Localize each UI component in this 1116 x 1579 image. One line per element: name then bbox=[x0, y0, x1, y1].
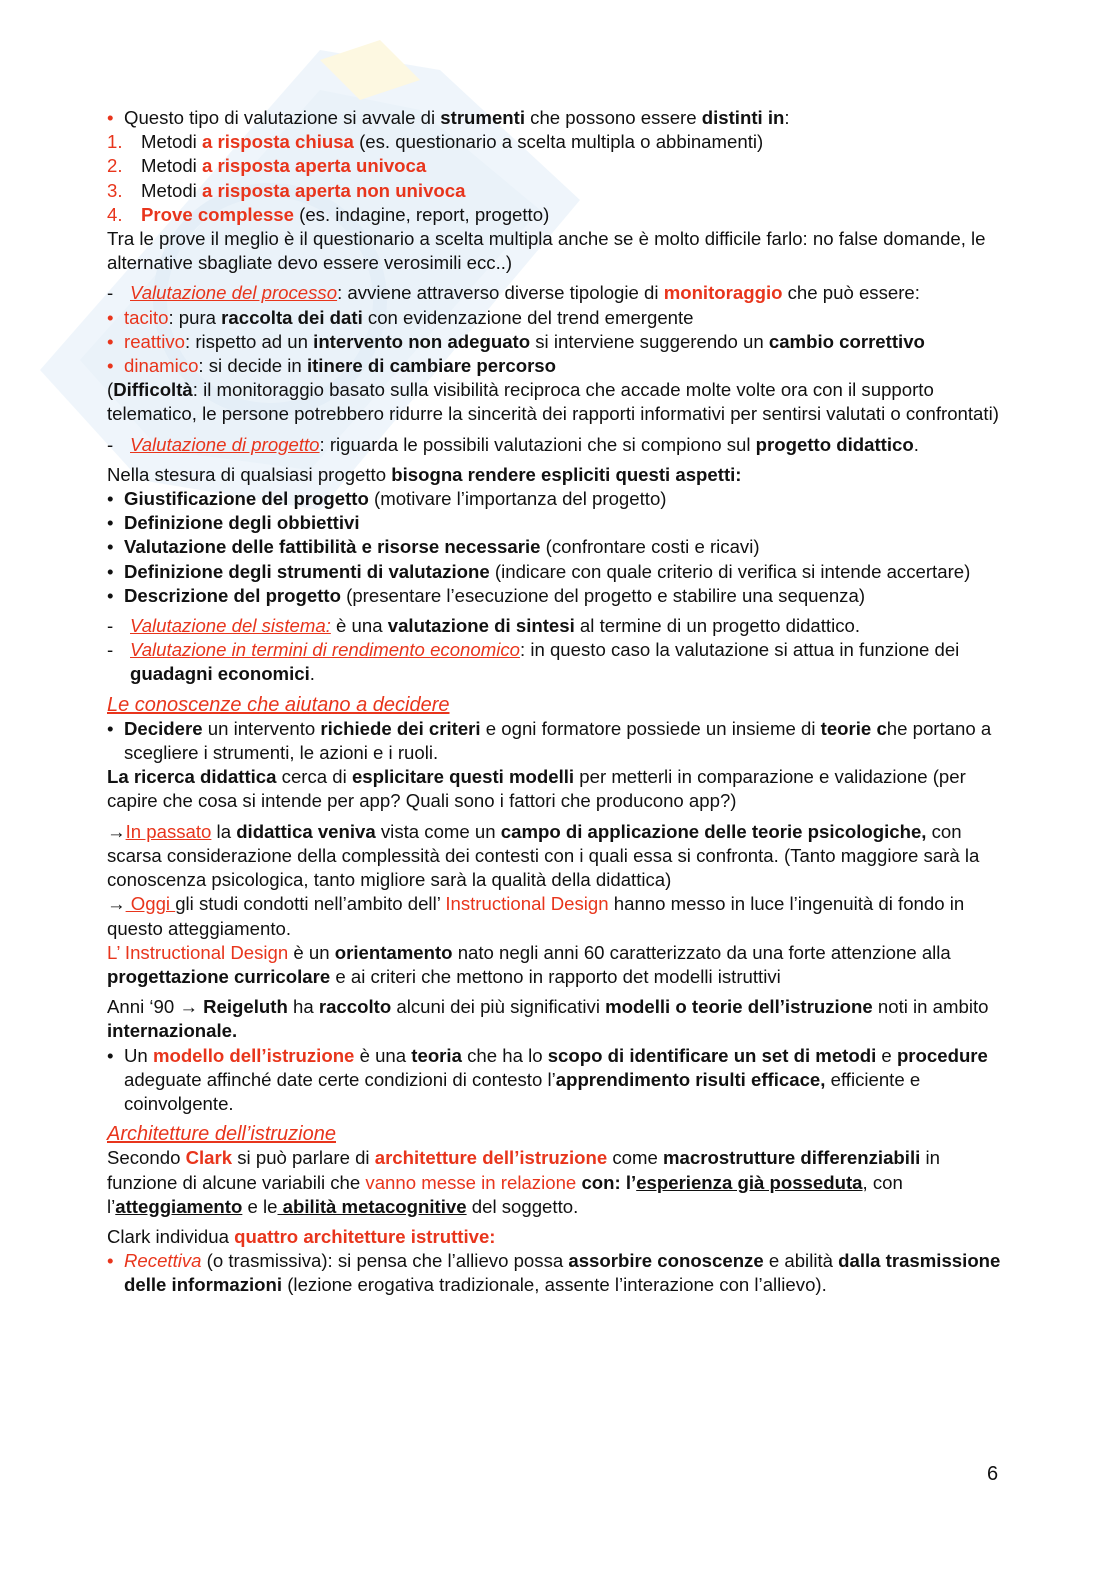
text: a risposta chiusa bbox=[201, 131, 354, 153]
text: la bbox=[211, 820, 237, 842]
text: Metodi bbox=[141, 155, 202, 177]
section-heading bbox=[107, 693, 1007, 717]
text: Oggi bbox=[125, 893, 176, 915]
bullet-icon: • bbox=[107, 330, 114, 352]
text: Clark bbox=[185, 1147, 233, 1169]
text: è una bbox=[354, 1044, 412, 1066]
text: Decidere bbox=[124, 717, 203, 739]
oggi-paragraph bbox=[107, 892, 1007, 940]
text: dinamico bbox=[124, 355, 199, 377]
text: Valutazione del sistema: bbox=[130, 615, 331, 637]
text: ( bbox=[107, 379, 114, 401]
text: teoria bbox=[411, 1044, 462, 1066]
text: Nella stesura di qualsiasi progetto bbox=[107, 463, 392, 485]
text: e ai criteri che mettono in rapporto det modelli istruttivi bbox=[330, 965, 781, 987]
text: In passato bbox=[125, 820, 212, 842]
bullet-icon: • bbox=[107, 560, 114, 582]
text: tacito bbox=[124, 306, 169, 328]
text: richiede dei criteri bbox=[320, 717, 481, 739]
text: e le bbox=[242, 1195, 278, 1217]
dash-marker: - bbox=[107, 433, 114, 455]
text: orientamento bbox=[334, 941, 453, 963]
text: con scarsa considerazione della complessità dei contesti con i quali essa si confronta. (Tanto maggiore sarà la conoscenza psicologica, tanto migliore sarà la qualità della didattica) bbox=[107, 820, 980, 891]
ricerca-paragraph bbox=[107, 765, 1007, 813]
text: cerca di bbox=[276, 766, 352, 788]
bullet-icon: • bbox=[107, 306, 114, 328]
text: al termine di un progetto didattico. bbox=[574, 615, 861, 637]
text: internazionale. bbox=[107, 1020, 238, 1042]
monitoraggio-reattivo bbox=[107, 330, 1007, 354]
valutazione-processo-item bbox=[107, 281, 1007, 305]
passato-paragraph bbox=[107, 820, 1007, 893]
text: in funzione di alcune variabili che bbox=[107, 1147, 940, 1193]
text: ha bbox=[287, 996, 319, 1018]
bullet-icon: • bbox=[107, 1250, 114, 1272]
dash-marker: - bbox=[107, 615, 114, 637]
tra-le-prove-paragraph: Tra le prove il meglio è il questionario a scelta multipla anche se è molto difficile farlo: no false domande, le alternative sbagliate devo essere verosimili ecc..) bbox=[107, 228, 986, 274]
text: La ricerca didattica bbox=[107, 766, 277, 788]
text: Valutazione di progetto bbox=[130, 433, 320, 455]
method-item bbox=[107, 179, 1007, 203]
bullet-icon: • bbox=[107, 512, 114, 534]
document-page bbox=[107, 106, 1007, 1298]
text: dalla trasmissione delle informazioni bbox=[124, 1250, 1001, 1296]
text: Difficoltà bbox=[113, 379, 193, 401]
bullet-icon: • bbox=[107, 584, 114, 606]
text: valutazione di sintesi bbox=[387, 615, 575, 637]
arrow-icon: → bbox=[107, 820, 126, 842]
text: alcuni dei più significativi bbox=[391, 996, 606, 1018]
text: (confrontare costi e ricavi) bbox=[540, 536, 760, 558]
bullet-icon: • bbox=[107, 536, 114, 558]
aspetto-item bbox=[107, 487, 1007, 511]
instructional-design-paragraph bbox=[107, 941, 1007, 989]
text: L’ Instructional Design bbox=[107, 941, 289, 963]
text: (es. indagine, report, progetto) bbox=[293, 203, 550, 225]
text: . bbox=[913, 433, 919, 455]
text: come bbox=[607, 1147, 664, 1169]
text: Recettiva bbox=[124, 1250, 202, 1272]
text: strumenti bbox=[440, 107, 525, 128]
text: (motivare l’importanza del progetto) bbox=[368, 488, 667, 510]
text: vista come un bbox=[375, 820, 501, 842]
text: : in questo caso la valutazione si attua in funzione dei bbox=[520, 639, 960, 661]
text: vanno messe in relazione bbox=[365, 1171, 577, 1193]
text: è una bbox=[330, 615, 388, 637]
text: modello dell’istruzione bbox=[152, 1044, 355, 1066]
text: : pura bbox=[168, 306, 222, 328]
arrow-icon: → bbox=[107, 893, 126, 915]
text: del soggetto. bbox=[466, 1195, 579, 1217]
text: e abilità bbox=[763, 1250, 839, 1272]
bullet-icon: • bbox=[107, 717, 114, 739]
text: . bbox=[309, 663, 315, 685]
item-number: 3. bbox=[107, 179, 123, 201]
text: efficiente e coinvolgente. bbox=[124, 1068, 921, 1114]
text: con: l’ bbox=[581, 1171, 637, 1193]
text: (es. questionario a scelta multipla o abbinamenti) bbox=[353, 131, 764, 153]
section-heading bbox=[107, 1122, 1007, 1146]
aspetto-item bbox=[107, 560, 1007, 584]
text: Clark individua bbox=[107, 1225, 235, 1247]
text: didattica veniva bbox=[236, 820, 376, 842]
text: Definizione degli obbiettivi bbox=[124, 512, 360, 534]
text: Questo tipo di valutazione si avvale di bbox=[124, 107, 441, 128]
text: : avviene attraverso diverse tipologie di bbox=[337, 282, 664, 304]
difficolta-paragraph bbox=[107, 378, 1007, 426]
text: raccolto bbox=[318, 996, 392, 1018]
text: distinti in bbox=[701, 107, 785, 128]
bullet-icon: • bbox=[107, 355, 114, 377]
text: Giustificazione del progetto bbox=[124, 488, 369, 510]
valutazione-progetto-item bbox=[107, 433, 1007, 457]
dash-marker: - bbox=[107, 639, 114, 661]
text: esperienza già posseduta bbox=[636, 1171, 863, 1193]
text: (presentare l’esecuzione del progetto e stabilire una sequenza) bbox=[340, 584, 866, 606]
valutazione-rendimento-item bbox=[107, 638, 1007, 686]
aspetto-item bbox=[107, 584, 1007, 608]
bullet-icon: • bbox=[107, 1044, 114, 1066]
text: che possono essere bbox=[525, 107, 702, 128]
text: cambio correttivo bbox=[768, 330, 925, 352]
anni90-paragraph bbox=[107, 995, 1007, 1043]
text: intervento non adeguato bbox=[313, 330, 531, 352]
text: Prove complesse bbox=[141, 203, 294, 225]
valutazione-sistema-item bbox=[107, 614, 1007, 638]
heading-text: Architetture dell’istruzione bbox=[107, 1123, 336, 1146]
text: guadagni economici bbox=[130, 663, 310, 685]
recettiva-bullet bbox=[107, 1249, 1007, 1297]
text: Anni ‘90 → bbox=[107, 996, 204, 1018]
text: Descrizione del progetto bbox=[124, 584, 341, 606]
text: (indicare con quale criterio di verifica si intende accertare) bbox=[489, 560, 971, 582]
text: per metterli in comparazione e validazione (per capire che cosa si intende per app? Quali sono i fattori che producono app?) bbox=[107, 766, 966, 812]
text: modelli o teorie dell’istruzione bbox=[605, 996, 873, 1018]
stesura-paragraph bbox=[107, 463, 1007, 487]
text: procedure bbox=[896, 1044, 988, 1066]
text: e ogni formatore possiede un insieme di bbox=[480, 717, 821, 739]
text: con evidenzazione del trend emergente bbox=[362, 306, 694, 328]
text: si può parlare di bbox=[232, 1147, 375, 1169]
text: Un bbox=[124, 1044, 153, 1066]
text: : riguarda le possibili valutazioni che si compiono sul bbox=[319, 433, 756, 455]
clark-individua-paragraph bbox=[107, 1225, 1007, 1249]
heading-text: Le conoscenze che aiutano a decidere bbox=[107, 693, 450, 716]
text: itinere di cambiare percorso bbox=[306, 355, 556, 377]
text: che ha lo bbox=[461, 1044, 548, 1066]
secondo-clark-paragraph bbox=[107, 1146, 1007, 1219]
text: scopo di identificare un set di metodi bbox=[547, 1044, 877, 1066]
text: , con l’ bbox=[107, 1171, 903, 1217]
text: macrostrutture differenziabili bbox=[663, 1147, 921, 1169]
text: campo di applicazione delle teorie psicologiche, bbox=[500, 820, 927, 842]
text: e bbox=[876, 1044, 897, 1066]
dash-marker: - bbox=[107, 282, 114, 304]
text: : il monitoraggio basato sulla visibilità reciproca che accade molte volte ora con il supporto telematico, le persone potrebbero ridurre la sincerità dei rapporti informativi per sentirsi valutati o confrontati) bbox=[107, 379, 999, 425]
text: (lezione erogativa tradizionale, assente l’interazione con l’allievo). bbox=[282, 1274, 827, 1296]
method-item bbox=[107, 154, 1007, 178]
item-number: 4. bbox=[107, 203, 123, 225]
aspetto-item bbox=[107, 535, 1007, 559]
text: progettazione curricolare bbox=[107, 965, 331, 987]
monitoraggio-dinamico bbox=[107, 354, 1007, 378]
item-number: 1. bbox=[107, 131, 123, 153]
intro-paragraph bbox=[107, 106, 1007, 130]
text: a risposta aperta non univoca bbox=[201, 179, 466, 201]
text: apprendimento risulti efficace, bbox=[555, 1068, 826, 1090]
bullet-icon: • bbox=[107, 107, 114, 128]
text: hanno messo in luce l’ingenuità di fondo in questo atteggiamento. bbox=[107, 893, 965, 939]
text: raccolta dei dati bbox=[221, 306, 363, 328]
text: atteggiamento bbox=[115, 1195, 243, 1217]
method-item bbox=[107, 203, 1007, 227]
text: Valutazione del processo bbox=[130, 282, 338, 304]
text: teorie c bbox=[820, 717, 887, 739]
text: : si decide in bbox=[198, 355, 307, 377]
text: monitoraggio bbox=[663, 282, 783, 304]
text: noti in ambito bbox=[872, 996, 989, 1018]
text: che può essere: bbox=[782, 282, 920, 304]
page-number: 6 bbox=[987, 1463, 999, 1485]
text: bisogna rendere espliciti questi aspetti: bbox=[391, 463, 742, 485]
text: abilità metacognitive bbox=[277, 1195, 467, 1217]
text: Metodi bbox=[141, 179, 202, 201]
text: adeguate affinché date certe condizioni di contesto l’ bbox=[124, 1068, 556, 1090]
text: Definizione degli strumenti di valutazione bbox=[124, 560, 490, 582]
item-number: 2. bbox=[107, 155, 123, 177]
text: un intervento bbox=[202, 717, 321, 739]
aspetto-item bbox=[107, 511, 1007, 535]
text: quattro architetture istruttive: bbox=[234, 1225, 496, 1247]
text: gli studi condotti nell’ambito dell’ bbox=[175, 893, 446, 915]
text: Valutazione delle fattibilità e risorse necessarie bbox=[124, 536, 541, 558]
text: è un bbox=[288, 941, 335, 963]
text: architetture dell’istruzione bbox=[374, 1147, 608, 1169]
text: Valutazione in termini di rendimento economico bbox=[130, 639, 520, 661]
decidere-bullet bbox=[107, 717, 1007, 765]
text: a risposta aperta univoca bbox=[201, 155, 427, 177]
modello-bullet bbox=[107, 1044, 1007, 1117]
monitoraggio-tacito bbox=[107, 306, 1007, 330]
text: Reigeluth bbox=[203, 996, 288, 1018]
text: (o trasmissiva): si pensa che l’allievo possa bbox=[201, 1250, 569, 1272]
bullet-icon: • bbox=[107, 488, 114, 510]
method-item bbox=[107, 130, 1007, 154]
text: assorbire conoscenze bbox=[568, 1250, 764, 1272]
text: Metodi bbox=[141, 131, 202, 153]
text: si interviene suggerendo un bbox=[530, 330, 769, 352]
text: : bbox=[784, 107, 790, 128]
text: he portano a scegliere i strumenti, le azioni e i ruoli. bbox=[124, 717, 992, 764]
text: Instructional Design bbox=[445, 893, 609, 915]
text: Secondo bbox=[107, 1147, 186, 1169]
text: nato negli anni 60 caratterizzato da una forte attenzione alla bbox=[452, 941, 951, 963]
text: : rispetto ad un bbox=[184, 330, 314, 352]
text: progetto didattico bbox=[755, 433, 914, 455]
text: reattivo bbox=[124, 330, 185, 352]
text: esplicitare questi modelli bbox=[351, 766, 575, 788]
